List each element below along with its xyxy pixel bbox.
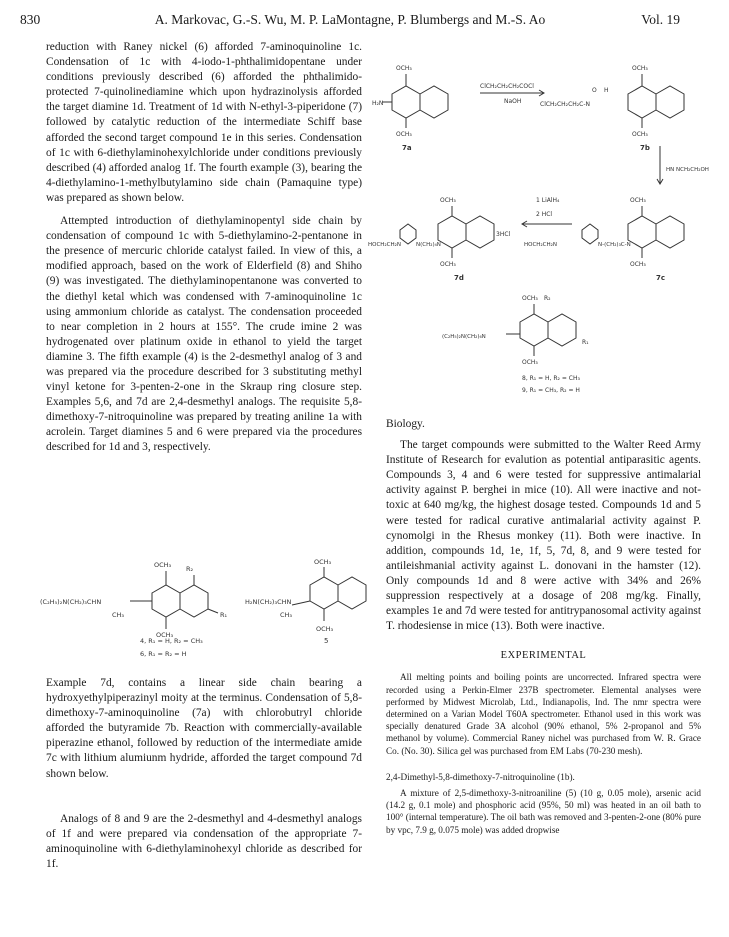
chain-7c-right: N-(CH₂)₃C-N [598, 242, 631, 248]
caption-compound-9: 9, R₁ = CH₃, R₂ = H [522, 387, 580, 394]
left-column-bottom [46, 676, 362, 872]
experimental-heading: EXPERIMENTAL [500, 650, 587, 662]
och3-top-right: OCH₃ [314, 558, 332, 566]
running-authors: A. Markovac, G.-S. Wu, M. P. LaMontagne, P. Blumbergs and M.-S. Ao [154, 12, 546, 27]
och3-89-top: OCH₃ [522, 295, 538, 302]
biology-paragraph: The target compounds were submitted to the Walter Reed Army Institute of Research for evalution as potential antiparasitic agents. Compounds 3, 4 and 6 were tested for suppressive antimalarial activity against P. berghei in mice (10). All were inactive and not-toxic at 640 mg/kg, the highest dosage tested. Compounds 1d and 5 were tested for radical curative antimalarial activity against P. cynomolgi in the Rhesus monkey (11). Both were inactive. In addition, compounds 1d, 1e, 1f, 5, 7d, 8, and 9 were tested for antileishmanial activity against L. donovani in the hamster (12). Only compounds 1d and 8 were active with 34% and 26% suppression respectively at a dosage of 208 mg/kg. Finally, examples 1e and 7d were tested for antitrypanosomal activity against T. rhodesiense in mice (13). Both were inactive. [386, 439, 701, 633]
paragraph-synthesis-3: Example 7d, contains a linear side chain bearing a hydroxyethylpiperazinyl moity at the terminus. Condensation of 5,8-dimethoxy-7-aminoquinoline (7a) with chlorobutryl chloride afforded the butyramide 7b. Reaction with commercially-available piperazine ethanol, followed by reduction of the intermediate amide 7c with lithium alumiunm hydride, afforded the target compound 7d shown below. [46, 677, 362, 780]
amide-chain-7b: ClCH₂CH₂CH₂C-N [540, 101, 591, 108]
hcl-salt-7d: 3HCl [496, 231, 511, 238]
amide-o-7b: O [592, 87, 597, 94]
amine-7a: H₂N [372, 100, 384, 107]
compound-1b-heading: 2,4-Dimethyl-5,8-dimethoxy-7-nitroquinoline (1b). [386, 771, 575, 782]
och3-89-bottom: OCH₃ [522, 359, 538, 366]
label-7d: 7d [454, 274, 464, 282]
chain-7c-left: HOCH₂CH₂N [524, 242, 557, 248]
chain-7d-left: HOCH₂CH₂N [368, 242, 401, 248]
page-number: 830 [20, 12, 41, 27]
compound-1b-paragraph: A mixture of 2,5-dimethoxy-3-nitroaniline (5) (10 g, 0.05 mole), arsenic acid (14.2 g, 0.1 mole) and phosphoric acid (95%, 50 ml) was heated in an oil bath to 100° (internal temperature). The oil bath was removed and 3-penten-2-one (80% pure by vpc, 7.9 g, 0.075 mole) was added dropwise [386, 788, 701, 835]
structure-figure-4-5-6 [40, 555, 370, 665]
och3-top-left: OCH₃ [154, 561, 172, 569]
och3-7d-bottom: OCH₃ [440, 261, 456, 268]
paragraph-synthesis-4: Analogs of 8 and 9 are the 2-desmethyl and 4-desmethyl analogs of 1f and were prepared via condensation of the appropriate 7-aminoquinoline with 6-diethylaminohexyl chloride as described for 1f. [46, 812, 362, 870]
och3-7c-bottom: OCH₃ [630, 261, 646, 268]
label-7a: 7a [402, 144, 412, 152]
och3-7c-top: OCH₃ [630, 197, 646, 204]
och3-7a-top: OCH₃ [396, 65, 412, 72]
paragraph-synthesis-1: reduction with Raney nickel (6) afforded 7-aminoquinoline 1c. Condensation of 1c with 4-iodo-1-phthalimidopentane under conditions previously described (6) afforded the phthalimido-protected 7-quinolinediamine which upon hydrazinolysis afforded the target diamine 1d. Treatment of 1d with N-ethyl-3-piperidone (7) followed by catalytic reduction of the intermediate Schiff base afforded the second target compound 1e in this series. Condensation of 1c with 6-diethylaminohexylchloride under conditions previously described (4) afforded analog 1f. The fourth example (3), bearing the 4-diethylamino-1-methylbutylamino side chain (Pamaquine type) was prepared as shown below. [46, 41, 362, 204]
experimental-paragraph: All melting points and boiling points are uncorrected. Infrared spectra were recorded using a Perkin-Elmer 237B spectrometer. Elemental analyses were performed by Midwest Microlab, Ltd., Indianapolis, Ind. The nmr spectra were determined on a Varian Model T60A spectrometer. Ethanol used in this work was specially denatured Grade 3A alcohol (90% ethanol, 5% 2-propanol and 5% methanol by volume). Commercial Raney nichel was purchased from W. R. Grace Co. (No. 30). Silica gel was purchased from EM Labs (70-230 mesh). [386, 672, 701, 756]
amide-h-7b: H [604, 87, 609, 94]
r2-89: R₂ [544, 295, 551, 302]
och3-7b-bottom: OCH₃ [632, 131, 648, 138]
chain-7d-right: N(CH₂)₄N [416, 242, 441, 248]
r1-89: R₁ [582, 339, 589, 346]
ch3-right: CH₃ [280, 611, 293, 619]
reagent-naoh: NaOH [504, 98, 522, 105]
chain-89: (C₂H₅)₂N(CH₂)₆N [442, 334, 486, 340]
label-7c: 7c [656, 274, 666, 282]
paragraph-synthesis-2: Attempted introduction of diethylaminopentyl side chain by condensation of compound 1c with 5-diethylamino-2-pentanone in the presence of mercuric chloride catalyst failed. In view of this, a modified approach, based on the work of Elderfield (8) and Shiho (9) was investigated. The diethylaminopentanone was converted to the diethyl ketal which was condensed with 7-aminoquinoline 1c using ammonium chloride as catalyst. The condensation proceeded to near completion in 2 hours at 155°. The crude imine 2 was hydrogenated over platinum oxide in ethanol to yield the target diamine 3. The fifth example (4) is the 2-desmethyl analog of 3 and was prepared via the procedure described for 3 substituting methyl vinyl ketone for 3-penten-2-one in the Skraup ring closure step. Examples 5,6, and 7d are 2,4-desmethyl analogs. The requisite 5,8-dimethoxy-7-nitroquinoline was prepared by treating aniline 1a with acrolein. Target diamines 5 and 6 were prepared via the procedures described for 1d and 3, respectively. [46, 215, 362, 454]
och3-7d-top: OCH₃ [440, 197, 456, 204]
caption-compound-6: 6, R₁ = R₂ = H [140, 650, 187, 658]
step-hcl: 2 HCl [536, 211, 553, 218]
biology-heading: Biology. [386, 418, 425, 430]
och3-bottom-left: OCH₃ [156, 631, 174, 639]
right-column [386, 417, 701, 836]
caption-compound-5: 5 [324, 637, 329, 645]
reagent-acyl-chloride: ClCH₂CH₂CH₂COCl [480, 83, 534, 90]
reaction-scheme [368, 46, 709, 406]
och3-bottom-right: OCH₃ [316, 625, 334, 633]
sidechain-right: H₂N(CH₂)₃CHN [245, 598, 292, 606]
page-header [20, 12, 680, 32]
label-7b: 7b [640, 144, 650, 152]
och3-7a-bottom: OCH₃ [396, 131, 412, 138]
reagent-piperazine-ethanol: HN NCH₂CH₂OH [666, 167, 709, 173]
volume-label: Vol. 19 [641, 12, 680, 27]
sidechain-left: (C₂H₅)₂N(CH₂)₃CHN [40, 598, 102, 606]
ch3-left: CH₃ [112, 611, 125, 619]
r2-left: R₂ [186, 565, 194, 573]
left-column-top [46, 40, 362, 456]
caption-compound-4: 4, R₁ = H, R₂ = CH₃ [140, 637, 203, 645]
r1-left: R₁ [220, 611, 228, 619]
step-lialh4: 1 LiAlH₄ [536, 197, 560, 204]
och3-7b-top: OCH₃ [632, 65, 648, 72]
caption-compound-8: 8, R₁ = H, R₂ = CH₃ [522, 375, 580, 382]
